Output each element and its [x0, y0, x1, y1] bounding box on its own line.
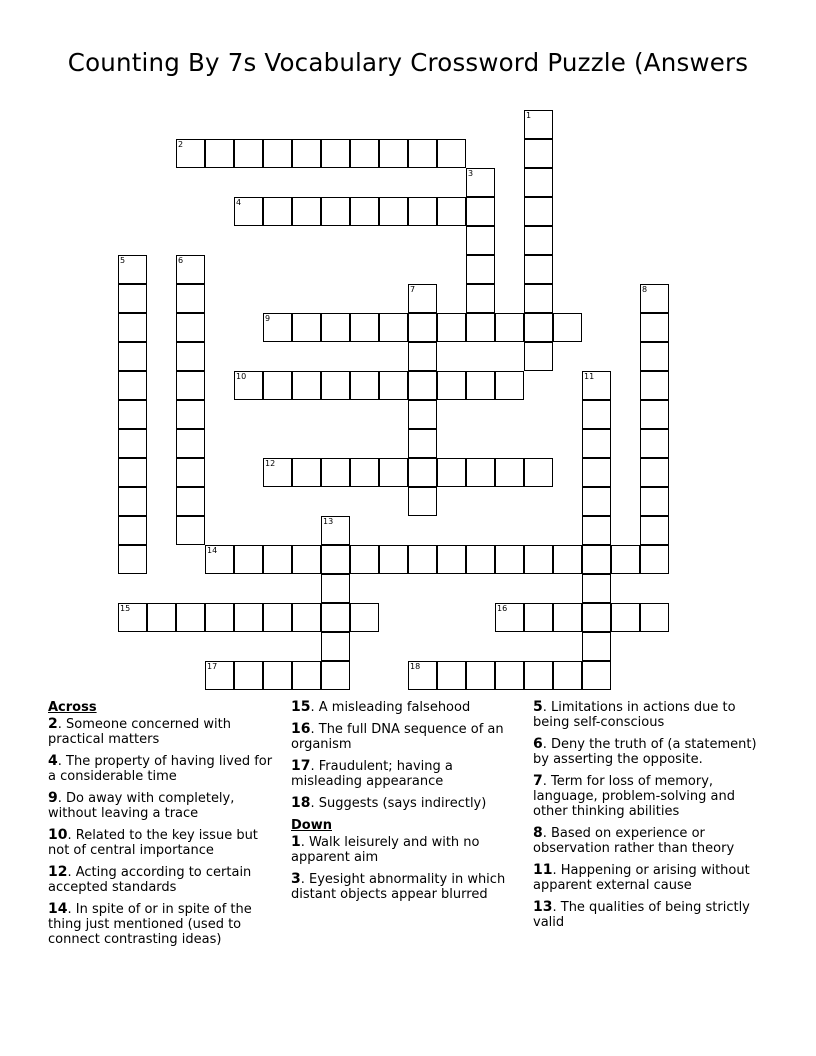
grid-cell: [524, 313, 553, 342]
grid-cell: [118, 545, 147, 574]
grid-cell: [524, 197, 553, 226]
grid-cell: [437, 545, 466, 574]
clues-column-3: [533, 700, 763, 937]
grid-cell: [379, 371, 408, 400]
grid-cell: [118, 603, 147, 632]
grid-cell: [350, 603, 379, 632]
cell-number: 14: [207, 546, 218, 555]
grid-cell: [350, 545, 379, 574]
grid-cell: [408, 545, 437, 574]
grid-cell: [176, 371, 205, 400]
grid-cell: [466, 371, 495, 400]
clue-across-12: 12. Acting according to certain accepted standards: [48, 864, 252, 895]
clue-down-5: 5. Limitations in actions due to being self-conscious: [533, 699, 736, 730]
cell-number: 17: [207, 662, 218, 671]
grid-cell: [176, 400, 205, 429]
grid-cell: [408, 197, 437, 226]
grid-cell: [524, 342, 553, 371]
grid-cell: [553, 545, 582, 574]
grid-cell: [321, 661, 350, 690]
clue-down-6: 6. Deny the truth of (a statement) by asserting the opposite.: [533, 736, 757, 767]
clue-across-10: 10. Related to the key issue but not of central importance: [48, 827, 258, 858]
grid-cell: [437, 371, 466, 400]
grid-cell: [263, 545, 292, 574]
grid-cell: [466, 661, 495, 690]
clue-across-2: 2. Someone concerned with practical matters: [48, 716, 232, 747]
clue-down-11: 11. Happening or arising without apparent external cause: [533, 862, 750, 893]
grid-cell: [437, 458, 466, 487]
grid-cell: [321, 574, 350, 603]
grid-cell: [466, 284, 495, 313]
cell-number: 7: [410, 285, 416, 294]
grid-cell: [611, 545, 640, 574]
clues-column-1: [48, 700, 276, 954]
grid-cell: [263, 197, 292, 226]
grid-cell: [582, 429, 611, 458]
grid-cell: [379, 313, 408, 342]
grid-cell: [176, 429, 205, 458]
cell-number: 2: [178, 140, 184, 149]
grid-cell: [408, 487, 437, 516]
grid-cell: [350, 197, 379, 226]
page-title: Counting By 7s Vocabulary Crossword Puzzle (Answers: [67, 48, 749, 77]
grid-cell: [582, 487, 611, 516]
grid-cell: [524, 458, 553, 487]
grid-cell: [553, 661, 582, 690]
grid-cell: [640, 458, 669, 487]
grid-cell: [176, 139, 205, 168]
grid-cell: [118, 400, 147, 429]
grid-cell: [118, 313, 147, 342]
grid-cell: [466, 168, 495, 197]
grid-cell: [350, 371, 379, 400]
clue-across-15: 15. A misleading falsehood: [291, 699, 471, 715]
grid-cell: [263, 313, 292, 342]
grid-cell: [408, 342, 437, 371]
cell-number: 3: [468, 169, 474, 178]
grid-cell: [611, 603, 640, 632]
grid-cell: [263, 458, 292, 487]
clue-across-17: 17. Fraudulent; having a misleading appearance: [291, 758, 453, 789]
grid-cell: [263, 661, 292, 690]
grid-cell: [176, 458, 205, 487]
grid-cell: [582, 371, 611, 400]
grid-cell: [379, 139, 408, 168]
clue-across-14: 14. In spite of or in spite of the thing just mentioned (used to connect contrasting ideas): [48, 901, 252, 947]
grid-cell: [205, 603, 234, 632]
grid-cell: [640, 429, 669, 458]
cell-number: 12: [265, 459, 276, 468]
clue-across-16: 16. The full DNA sequence of an organism: [291, 721, 504, 752]
grid-cell: [292, 197, 321, 226]
grid-cell: [292, 371, 321, 400]
grid-cell: [234, 545, 263, 574]
grid-cell: [379, 458, 408, 487]
grid-cell: [524, 139, 553, 168]
cell-number: 16: [497, 604, 508, 613]
grid-cell: [495, 661, 524, 690]
grid-cell: [495, 313, 524, 342]
grid-cell: [640, 603, 669, 632]
grid-cell: [408, 371, 437, 400]
grid-cell: [408, 400, 437, 429]
grid-cell: [379, 197, 408, 226]
grid-cell: [118, 429, 147, 458]
grid-cell: [553, 313, 582, 342]
grid-cell: [118, 342, 147, 371]
grid-cell: [640, 400, 669, 429]
grid-cell: [640, 313, 669, 342]
grid-cell: [118, 487, 147, 516]
clue-down-3: 3. Eyesight abnormality in which distant objects appear blurred: [291, 871, 506, 902]
grid-cell: [466, 226, 495, 255]
grid-cell: [466, 197, 495, 226]
grid-cell: [408, 429, 437, 458]
grid-cell: [408, 661, 437, 690]
grid-cell: [524, 255, 553, 284]
grid-cell: [495, 458, 524, 487]
grid-cell: [292, 139, 321, 168]
grid-cell: [263, 603, 292, 632]
grid-cell: [437, 313, 466, 342]
cell-number: 10: [236, 372, 247, 381]
grid-cell: [466, 458, 495, 487]
grid-cell: [350, 139, 379, 168]
grid-cell: [437, 139, 466, 168]
clue-across-9: 9. Do away with completely, without leaving a trace: [48, 790, 235, 821]
grid-cell: [147, 603, 176, 632]
grid-cell: [321, 197, 350, 226]
grid-cell: [321, 313, 350, 342]
grid-cell: [321, 139, 350, 168]
cell-number: 6: [178, 256, 184, 265]
grid-cell: [234, 603, 263, 632]
grid-cell: [321, 545, 350, 574]
grid-cell: [350, 458, 379, 487]
cell-number: 13: [323, 517, 334, 526]
grid-cell: [321, 371, 350, 400]
grid-cell: [292, 661, 321, 690]
grid-cell: [408, 139, 437, 168]
grid-cell: [524, 284, 553, 313]
grid-cell: [321, 632, 350, 661]
grid-cell: [640, 487, 669, 516]
grid-cell: [118, 458, 147, 487]
grid-cell: [524, 661, 553, 690]
cell-number: 1: [526, 111, 532, 120]
grid-cell: [582, 400, 611, 429]
grid-cell: [582, 574, 611, 603]
grid-cell: [437, 661, 466, 690]
clue-across-18: 18. Suggests (says indirectly): [291, 795, 487, 811]
grid-cell: [205, 139, 234, 168]
grid-cell: [118, 371, 147, 400]
grid-cell: [495, 603, 524, 632]
grid-cell: [234, 371, 263, 400]
grid-cell: [292, 545, 321, 574]
grid-cell: [524, 545, 553, 574]
grid-cell: [176, 487, 205, 516]
grid-cell: [640, 545, 669, 574]
grid-cell: [176, 603, 205, 632]
grid-cell: [118, 255, 147, 284]
grid-cell: [582, 603, 611, 632]
grid-cell: [234, 139, 263, 168]
grid-cell: [263, 371, 292, 400]
clue-down-13: 13. The qualities of being strictly valid: [533, 899, 750, 930]
grid-cell: [321, 516, 350, 545]
grid-cell: [321, 458, 350, 487]
grid-cell: [495, 371, 524, 400]
grid-cell: [379, 545, 408, 574]
clue-down-7: 7. Term for loss of memory, language, problem-solving and other thinking abilities: [533, 773, 735, 819]
grid-cell: [176, 342, 205, 371]
grid-cell: [582, 661, 611, 690]
grid-cell: [640, 284, 669, 313]
grid-cell: [582, 632, 611, 661]
cell-number: 4: [236, 198, 242, 207]
grid-cell: [234, 197, 263, 226]
grid-cell: [292, 458, 321, 487]
grid-cell: [408, 284, 437, 313]
cell-number: 5: [120, 256, 126, 265]
grid-cell: [640, 371, 669, 400]
grid-cell: [263, 139, 292, 168]
grid-cell: [524, 110, 553, 139]
grid-cell: [350, 313, 379, 342]
cell-number: 11: [584, 372, 595, 381]
grid-cell: [524, 603, 553, 632]
grid-cell: [524, 168, 553, 197]
clue-down-1: 1. Walk leisurely and with no apparent aim: [291, 834, 480, 865]
grid-cell: [118, 516, 147, 545]
grid-cell: [466, 545, 495, 574]
grid-cell: [466, 313, 495, 342]
grid-cell: [205, 661, 234, 690]
grid-cell: [524, 226, 553, 255]
grid-cell: [582, 458, 611, 487]
cell-number: 9: [265, 314, 271, 323]
down-heading: Down: [291, 818, 332, 833]
grid-cell: [292, 313, 321, 342]
cell-number: 15: [120, 604, 131, 613]
grid-cell: [292, 603, 321, 632]
grid-cell: [640, 342, 669, 371]
grid-cell: [176, 255, 205, 284]
grid-cell: [205, 545, 234, 574]
grid-cell: [234, 661, 263, 690]
grid-cell: [176, 313, 205, 342]
grid-cell: [582, 516, 611, 545]
grid-cell: [495, 545, 524, 574]
across-heading: Across: [48, 700, 97, 715]
grid-cell: [582, 545, 611, 574]
grid-cell: [408, 458, 437, 487]
grid-cell: [640, 516, 669, 545]
grid-cell: [118, 284, 147, 313]
grid-cell: [176, 516, 205, 545]
cell-number: 8: [642, 285, 648, 294]
grid-cell: [553, 603, 582, 632]
grid-cell: [408, 313, 437, 342]
grid-cell: [321, 603, 350, 632]
grid-cell: [176, 284, 205, 313]
grid-cell: [466, 255, 495, 284]
clues-column-2: [291, 700, 511, 909]
clue-across-4: 4. The property of having lived for a considerable time: [48, 753, 273, 784]
cell-number: 18: [410, 662, 421, 671]
grid-cell: [437, 197, 466, 226]
clue-down-8: 8. Based on experience or observation rather than theory: [533, 825, 735, 856]
